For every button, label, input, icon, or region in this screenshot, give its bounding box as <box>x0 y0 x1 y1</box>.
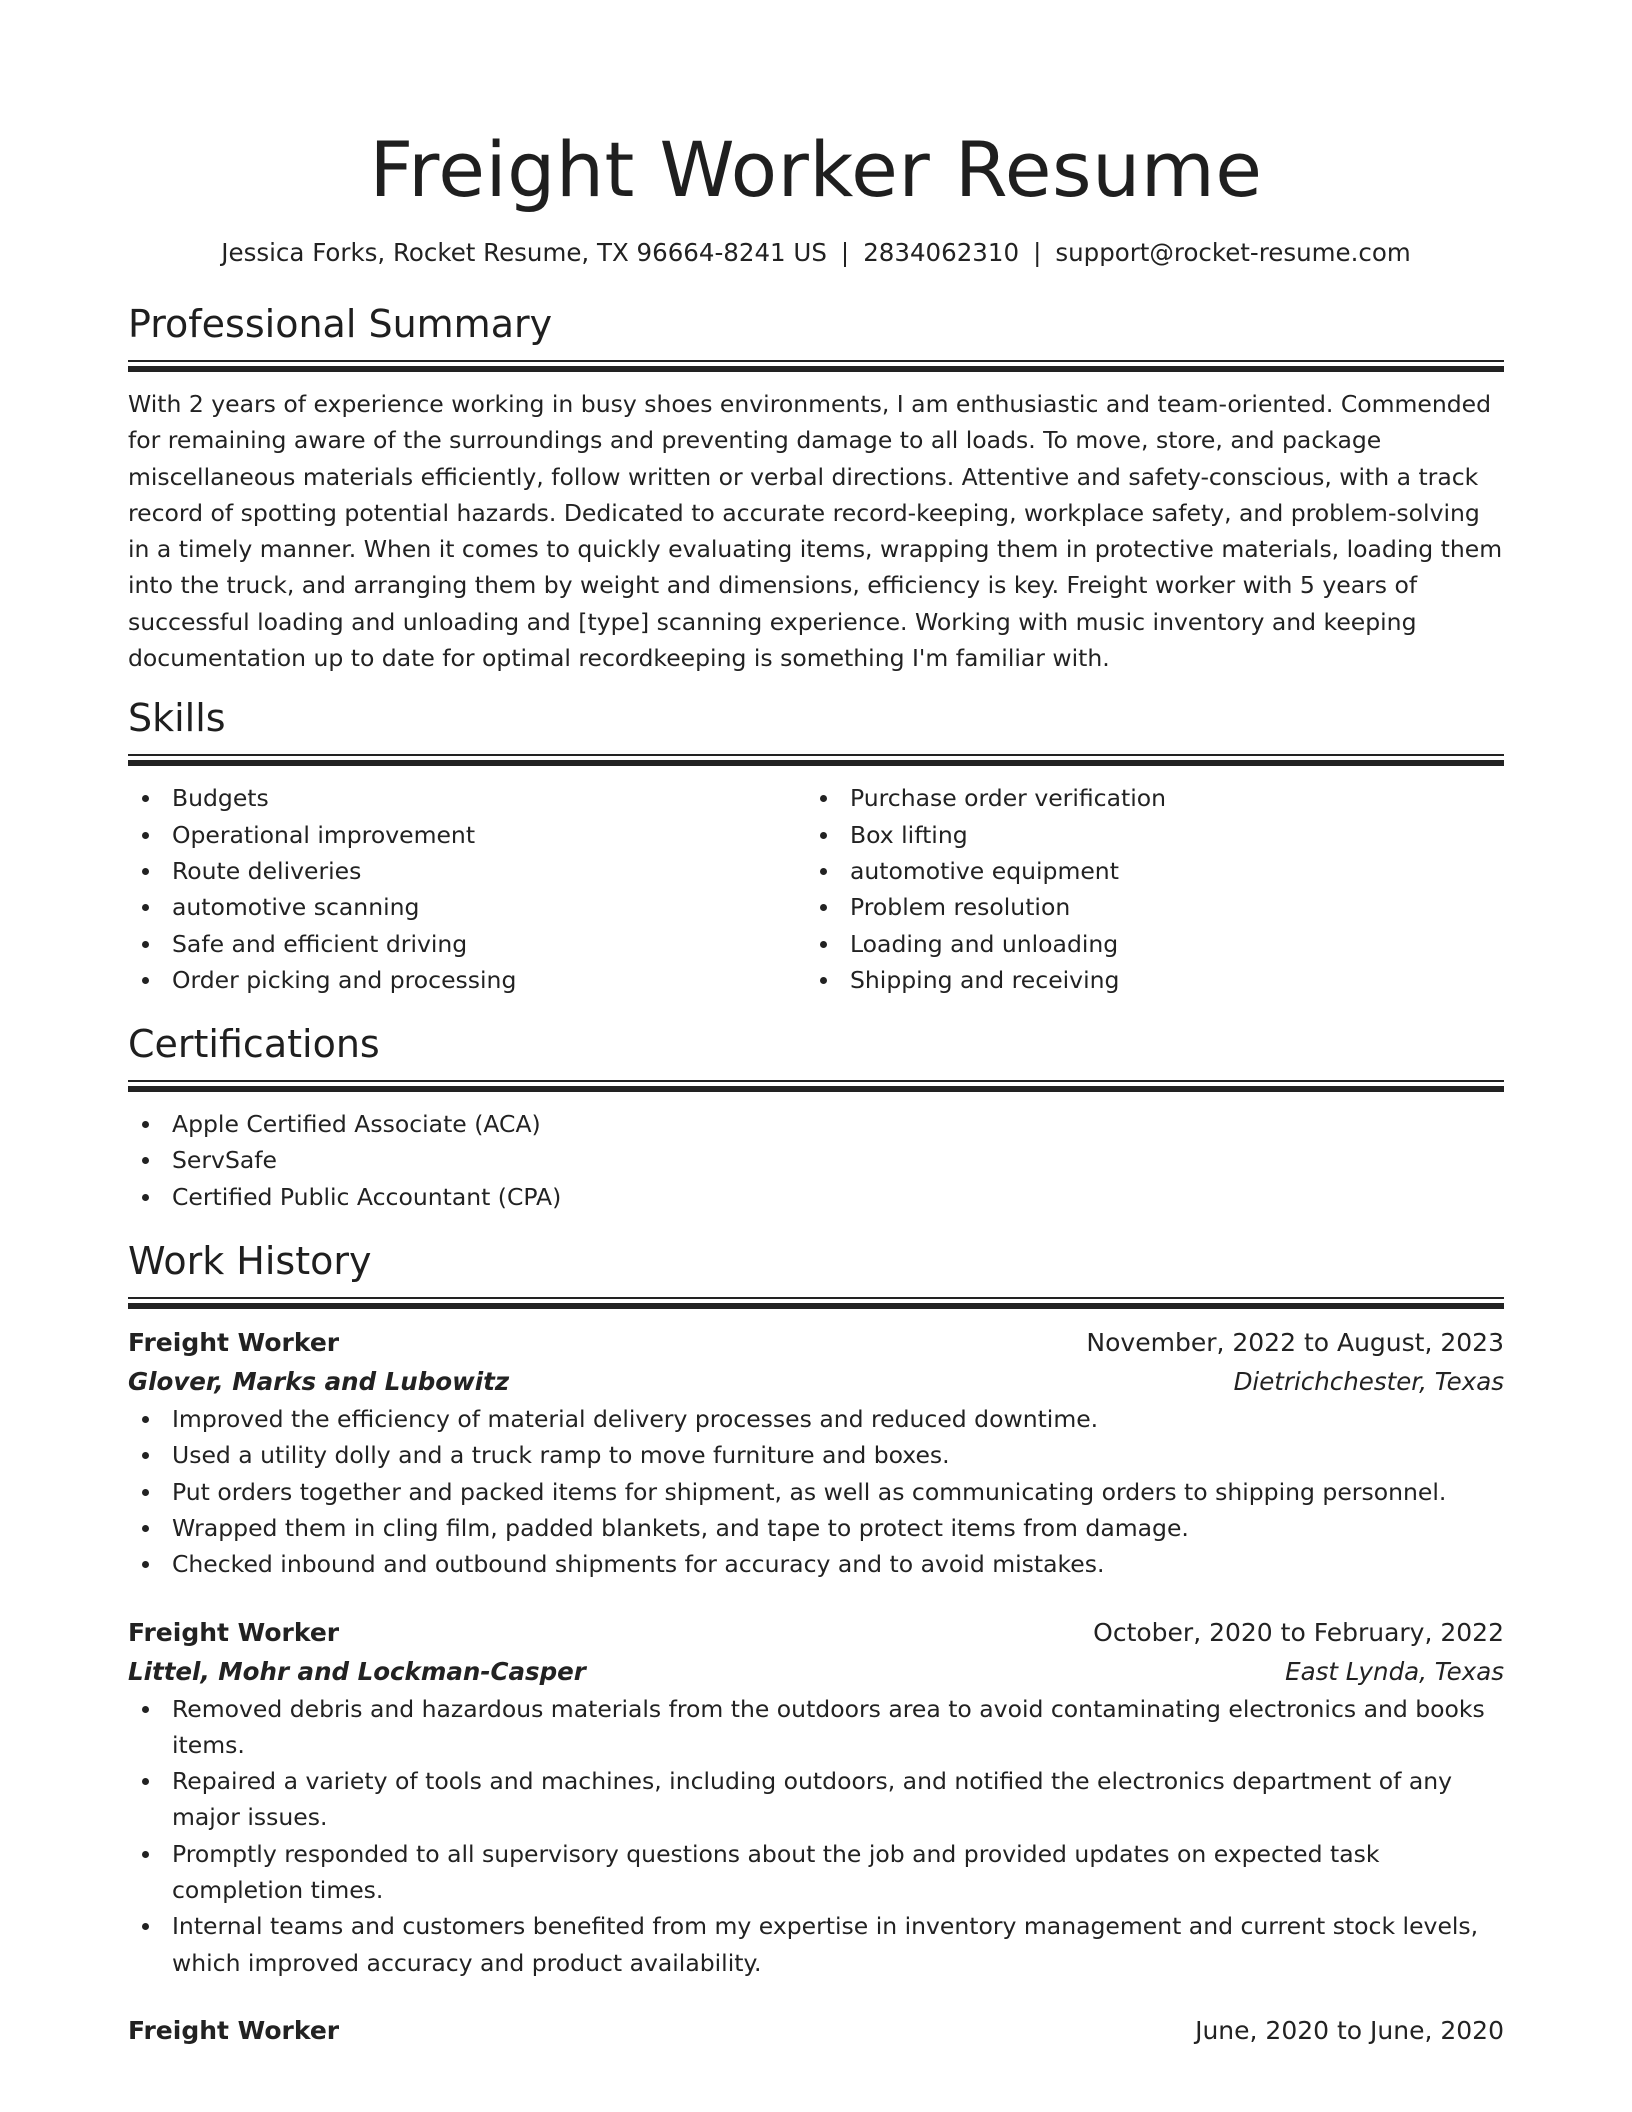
certifications-section <box>128 1020 1504 1215</box>
section-heading-skills: Skills <box>128 696 226 741</box>
job-entry <box>128 1613 1504 1981</box>
job-dates: November, 2022 to August, 2023 <box>1086 1328 1504 1358</box>
job-subheader <box>128 1363 1504 1401</box>
skill-item: Loading and unloading <box>806 926 1484 962</box>
contact-email: support@rocket-resume.com <box>1055 238 1411 267</box>
skill-item: automotive scanning <box>128 889 806 925</box>
skill-item: Order picking and processing <box>128 962 806 998</box>
work-history-section <box>128 1237 1504 2051</box>
skill-item: Budgets <box>128 780 806 816</box>
job-duty-item: Checked inbound and outbound shipments for accuracy and to avoid mistakes. <box>128 1546 1504 1582</box>
job-subheader <box>128 1653 1504 1691</box>
skill-item: Route deliveries <box>128 853 806 889</box>
contact-separator: | <box>840 238 850 267</box>
certification-item: ServSafe <box>128 1142 1504 1178</box>
job-location: East Lynda, Texas <box>1285 1656 1504 1686</box>
section-rule <box>128 360 1504 372</box>
section-heading-certifications: Certifications <box>128 1022 380 1067</box>
job-duty-item: Used a utility dolly and a truck ramp to move furniture and boxes. <box>128 1437 1504 1473</box>
contact-phone: 2834062310 <box>863 238 1020 267</box>
job-duty-item: Removed debris and hazardous materials from the outdoors area to avoid contaminating electronics and books items. <box>128 1691 1504 1764</box>
skill-item: Operational improvement <box>128 817 806 853</box>
skills-grid <box>128 780 1504 998</box>
resume-page <box>128 0 1504 2051</box>
job-duty-item: Wrapped them in cling film, padded blankets, and tape to protect items from damage. <box>128 1510 1504 1546</box>
job-title: Freight Worker <box>128 1328 340 1358</box>
skill-item: Shipping and receiving <box>806 962 1484 998</box>
section-rule <box>128 754 1504 766</box>
skills-column-right <box>806 780 1484 998</box>
skill-item: automotive equipment <box>806 853 1484 889</box>
job-location: Dietrichchester, Texas <box>1233 1367 1504 1397</box>
skill-item: Box lifting <box>806 817 1484 853</box>
certification-item: Apple Certified Associate (ACA) <box>128 1106 1504 1142</box>
section-rule <box>128 1297 1504 1309</box>
section-heading-work-history: Work History <box>128 1239 372 1284</box>
skills-section <box>128 694 1504 998</box>
job-company: Littel, Mohr and Lockman-Casper <box>128 1656 586 1686</box>
job-entry <box>128 1323 1504 1582</box>
summary-section <box>128 300 1504 676</box>
job-duty-item: Internal teams and customers benefited from my expertise in inventory management and current stock levels, which improved accuracy and product availability. <box>128 1908 1504 1981</box>
job-dates: October, 2020 to February, 2022 <box>1093 1617 1504 1647</box>
job-dates: June, 2020 to June, 2020 <box>1195 2015 1504 2045</box>
job-duties-list <box>128 1401 1504 1582</box>
job-header <box>128 2011 1504 2051</box>
skills-column-left <box>128 780 806 998</box>
skill-item: Safe and efficient driving <box>128 926 806 962</box>
resume-title: Freight Worker Resume <box>369 125 1263 214</box>
job-company: Glover, Marks and Lubowitz <box>128 1367 510 1397</box>
contact-address: Jessica Forks, Rocket Resume, TX 96664-8241 US <box>221 238 827 267</box>
summary-text: With 2 years of experience working in busy shoes environments, I am enthusiastic and team-oriented. Commended for remaining aware of the surroundings and preventing damage to all loads. To move, store, and package miscellaneous materials efficiently, follow written or verbal directions. Attentive and safety-conscious, with a track record of spotting potential hazards. Dedicated to accurate record-keeping, workplace safety, and problem-solving in a timely manner. When it comes to quickly evaluating items, wrapping them in protective materials, loading them into the truck, and arranging them by weight and dimensions, efficiency is key. Freight worker with 5 years of successful loading and unloading and [type] scanning experience. Working with music inventory and keeping documentation up to date for optimal recordkeeping is something I'm familiar with. <box>128 390 1503 673</box>
certifications-list <box>128 1106 1504 1215</box>
job-header <box>128 1323 1504 1363</box>
job-duty-item: Improved the efficiency of material delivery processes and reduced downtime. <box>128 1401 1504 1437</box>
contact-line <box>128 236 1504 270</box>
job-entry <box>128 2011 1504 2051</box>
job-title: Freight Worker <box>128 1617 340 1647</box>
job-duty-item: Put orders together and packed items for shipment, as well as communicating orders to shipping personnel. <box>128 1474 1504 1510</box>
job-duty-item: Promptly responded to all supervisory questions about the job and provided updates on expected task completion times. <box>128 1836 1504 1909</box>
contact-separator: | <box>1033 238 1042 267</box>
certification-item: Certified Public Accountant (CPA) <box>128 1179 1504 1215</box>
job-duty-item: Repaired a variety of tools and machines, including outdoors, and notified the electronics department of any major issues. <box>128 1763 1504 1836</box>
job-duties-list <box>128 1691 1504 1981</box>
skill-item: Purchase order verification <box>806 780 1484 816</box>
job-title: Freight Worker <box>128 2015 340 2045</box>
section-heading-summary: Professional Summary <box>128 302 553 346</box>
job-header <box>128 1613 1504 1653</box>
section-rule <box>128 1080 1504 1092</box>
skill-item: Problem resolution <box>806 889 1484 925</box>
